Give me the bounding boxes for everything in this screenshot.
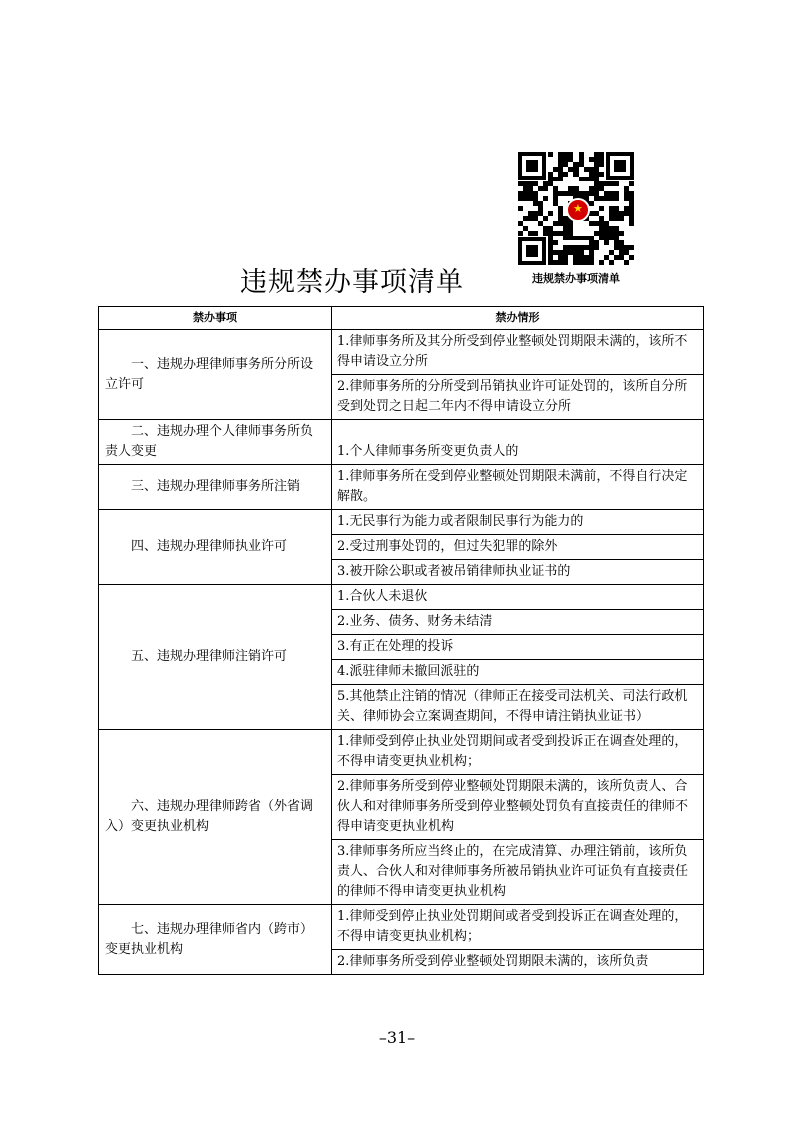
- table-row: [99, 510, 704, 535]
- situation-cell: 5.其他禁止注销的情况（律师正在接受司法机关、司法行政机关、律师协会立案调查期间，不得申请注销执业证书）: [332, 685, 704, 730]
- page-title: 违规禁办事项清单: [240, 267, 464, 298]
- situation-cell: 2.业务、债务、财务未结清: [332, 610, 704, 635]
- situation-cell: 1.无民事行为能力或者限制民事行为能力的: [332, 510, 704, 535]
- situation-cell: 1.律师受到停止执业处罚期间或者受到投诉正在调查处理的，不得申请变更执业机构；: [332, 730, 704, 775]
- prohibited-items-table: [98, 306, 704, 975]
- prohibited-item-cell: 六、违规办理律师跨省（外省调入）变更执业机构: [99, 730, 332, 905]
- prohibited-item-cell: 一、违规办理律师事务所分所设立许可: [99, 330, 332, 420]
- situation-cell: 3.有正在处理的投诉: [332, 635, 704, 660]
- table-row: [99, 420, 704, 465]
- situation-cell: 2.受过刑事处罚的，但过失犯罪的除外: [332, 535, 704, 560]
- situation-cell: 1.律师受到停止执业处罚期间或者受到投诉正在调查处理的，不得申请变更执业机构；: [332, 905, 704, 950]
- prohibited-item-cell: 三、违规办理律师事务所注销: [99, 465, 332, 510]
- national-emblem-icon: [566, 198, 590, 222]
- situation-cell: 4.派驻律师未撤回派驻的: [332, 660, 704, 685]
- situation-cell: 1.律师事务所在受到停业整顿处罚期限未满前，不得自行决定解散。: [332, 465, 704, 510]
- qr-finder-bottom-left: [518, 237, 546, 265]
- table-header-row: [99, 307, 704, 330]
- table-row: [99, 905, 704, 950]
- situation-cell: 3.律师事务所应当终止的，在完成清算、办理注销前，该所负责人、合伙人和对律师事务所被吊销执业许可证负有直接责任的律师不得申请变更执业机构: [332, 840, 704, 905]
- table-row: [99, 465, 704, 510]
- situation-cell: 2.律师事务所受到停业整顿处罚期限未满的，该所负责人、合伙人和对律师事务所受到停业整顿处罚负有直接责任的律师不得申请变更执业机构: [332, 775, 704, 840]
- header-situation: 禁办情形: [332, 307, 704, 330]
- prohibited-item-cell: 二、违规办理个人律师事务所负责人变更: [99, 420, 332, 465]
- prohibited-item-cell: 五、违规办理律师注销许可: [99, 585, 332, 730]
- situation-cell: 1.个人律师事务所变更负责人的: [332, 420, 704, 465]
- page-number: –31–: [378, 1028, 416, 1047]
- prohibited-item-cell: 七、违规办理律师省内（跨市）变更执业机构: [99, 905, 332, 975]
- situation-cell: 2.律师事务所的分所受到吊销执业许可证处罚的，该所自分所受到处罚之日起二年内不得申请设立分所: [332, 375, 704, 420]
- table-row: [99, 730, 704, 775]
- qr-caption: 违规禁办事项清单: [532, 272, 620, 285]
- situation-cell: 1.律师事务所及其分所受到停业整顿处罚期限未满的，该所不得申请设立分所: [332, 330, 704, 375]
- situation-cell: 2.律师事务所受到停业整顿处罚期限未满的，该所负责: [332, 950, 704, 975]
- header-prohibited-item: 禁办事项: [99, 307, 332, 330]
- qr-code-block: [518, 152, 634, 285]
- situation-cell: 3.被开除公职或者被吊销律师执业证书的: [332, 560, 704, 585]
- situation-cell: 1.合伙人未退伙: [332, 585, 704, 610]
- table-row: [99, 330, 704, 375]
- table-row: [99, 585, 704, 610]
- qr-finder-top-left: [518, 152, 546, 180]
- prohibited-item-cell: 四、违规办理律师执业许可: [99, 510, 332, 585]
- qr-finder-top-right: [606, 152, 634, 180]
- qr-code[interactable]: [518, 152, 634, 265]
